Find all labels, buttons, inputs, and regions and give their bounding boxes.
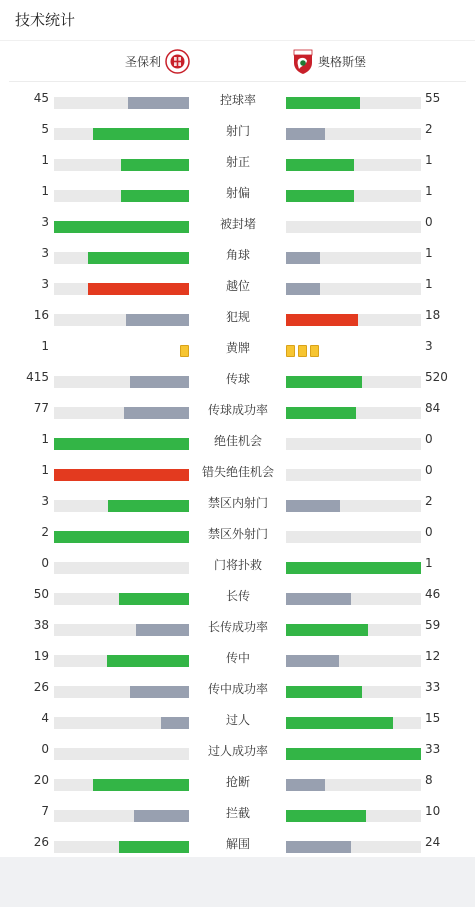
home-value: 1 [41, 432, 49, 446]
away-bar-fill [286, 593, 351, 605]
away-value: 18 [425, 308, 441, 322]
yellow-card-icon [298, 345, 307, 357]
home-bar-fill [121, 159, 189, 171]
away-bar-track [286, 252, 421, 264]
teams-header [9, 41, 466, 82]
home-bar-fill [126, 314, 189, 326]
stat-row [0, 237, 475, 268]
stat-row [0, 299, 475, 330]
home-bar-fill [136, 624, 189, 636]
away-bar-fill [286, 283, 320, 295]
home-team-name: 圣保利 [124, 55, 161, 69]
stat-row [0, 485, 475, 516]
stat-row [0, 113, 475, 144]
home-bar-fill [121, 190, 189, 202]
home-value: 3 [41, 215, 49, 229]
away-bar-track [286, 562, 421, 574]
stat-row [0, 206, 475, 237]
stat-label: 传球 [225, 372, 250, 386]
away-bar-fill [286, 810, 366, 822]
stat-label: 过人成功率 [207, 744, 268, 758]
away-team-name: 奥格斯堡 [318, 55, 367, 69]
home-value: 3 [41, 246, 49, 260]
away-bar-fill [286, 314, 358, 326]
home-value: 45 [33, 91, 49, 105]
away-bar-fill [286, 748, 421, 760]
stat-label: 门将扑救 [213, 558, 262, 572]
home-bar-track [54, 748, 189, 760]
stat-row [0, 516, 475, 547]
away-value: 24 [425, 835, 441, 849]
away-bar-track [286, 779, 421, 791]
home-bar-track [54, 624, 189, 636]
stat-row [0, 578, 475, 609]
home-value: 38 [33, 618, 49, 632]
stat-row [0, 609, 475, 640]
home-value: 5 [41, 122, 49, 136]
home-bar-fill [130, 686, 189, 698]
home-bar-track [54, 531, 189, 543]
stat-label: 传球成功率 [207, 403, 268, 417]
away-value: 84 [425, 401, 441, 415]
away-bar-fill [286, 686, 362, 698]
home-team-logo-icon [165, 49, 190, 74]
home-value: 20 [33, 773, 49, 787]
away-bar-track [286, 407, 421, 419]
home-value: 1 [41, 339, 49, 353]
stat-row [0, 795, 475, 826]
away-value: 1 [425, 153, 433, 167]
away-value: 0 [425, 463, 433, 477]
home-bar-track [54, 810, 189, 822]
away-bar-track [286, 469, 421, 481]
away-bar-track [286, 283, 421, 295]
away-bar-fill [286, 97, 360, 109]
away-bar-fill [286, 376, 362, 388]
home-bar-fill [54, 469, 189, 481]
away-team-logo-icon [292, 48, 314, 75]
away-bar-fill [286, 562, 421, 574]
home-bar-track [54, 841, 189, 853]
stat-row [0, 392, 475, 423]
away-bar-fill [286, 624, 368, 636]
away-bar-track [286, 655, 421, 667]
home-bar-fill [88, 252, 189, 264]
away-bar-fill [286, 500, 340, 512]
away-bar-track [286, 438, 421, 450]
home-bar-fill [88, 283, 189, 295]
stat-label: 黄牌 [225, 341, 250, 355]
home-value: 16 [33, 308, 49, 322]
away-bar-track [286, 810, 421, 822]
stat-row [0, 423, 475, 454]
home-bar-fill [93, 128, 189, 140]
home-bar-fill [130, 376, 189, 388]
away-bar-track [286, 841, 421, 853]
stat-label: 禁区外射门 [207, 527, 268, 541]
away-value: 1 [425, 184, 433, 198]
away-bar-track [286, 376, 421, 388]
away-value: 46 [425, 587, 441, 601]
stat-label: 射正 [225, 155, 250, 169]
home-bar-track [54, 469, 189, 481]
home-value: 3 [41, 494, 49, 508]
stat-label: 被封堵 [219, 217, 256, 231]
away-bar-track [286, 593, 421, 605]
stat-row [0, 826, 475, 857]
home-value: 2 [41, 525, 49, 539]
home-bar-fill [119, 593, 189, 605]
home-value: 50 [33, 587, 49, 601]
stat-label: 拦截 [225, 806, 250, 820]
stat-row [0, 454, 475, 485]
away-value: 0 [425, 432, 433, 446]
home-value: 19 [33, 649, 49, 663]
home-bar-track [54, 128, 189, 140]
stat-row [0, 640, 475, 671]
home-value: 415 [26, 370, 49, 384]
away-value: 8 [425, 773, 433, 787]
stat-label: 解围 [225, 837, 250, 851]
stat-label: 错失绝佳机会 [201, 465, 274, 479]
stat-row [0, 671, 475, 702]
away-value: 15 [425, 711, 441, 725]
yellow-card-icon [180, 345, 189, 357]
away-bar-fill [286, 841, 351, 853]
home-bar-track [54, 314, 189, 326]
away-value: 2 [425, 122, 433, 136]
away-bar-fill [286, 407, 356, 419]
away-value: 10 [425, 804, 441, 818]
away-bar-fill [286, 128, 325, 140]
home-bar-track [54, 438, 189, 450]
home-bar-track [54, 190, 189, 202]
away-value: 3 [425, 339, 433, 353]
home-bar-fill [161, 717, 189, 729]
stat-label: 控球率 [219, 93, 256, 107]
home-team [125, 49, 190, 74]
home-bar-fill [54, 221, 189, 233]
away-value: 2 [425, 494, 433, 508]
away-value: 12 [425, 649, 441, 663]
home-value: 7 [41, 804, 49, 818]
away-yellow-cards [286, 345, 319, 357]
home-value: 1 [41, 184, 49, 198]
home-bar-track [54, 221, 189, 233]
stat-label: 射门 [225, 124, 250, 138]
stat-row [0, 144, 475, 175]
home-bar-track [54, 562, 189, 574]
home-value: 26 [33, 680, 49, 694]
stat-label: 传中 [225, 651, 250, 665]
away-bar-fill [286, 159, 354, 171]
home-value: 0 [41, 742, 49, 756]
away-bar-track [286, 531, 421, 543]
stat-row [0, 702, 475, 733]
home-bar-track [54, 655, 189, 667]
away-value: 33 [425, 680, 441, 694]
page-title: 技术统计 [0, 0, 475, 41]
home-bar-fill [54, 438, 189, 450]
home-value: 1 [41, 153, 49, 167]
home-bar-fill [54, 531, 189, 543]
away-bar-fill [286, 190, 354, 202]
stat-row [0, 268, 475, 299]
home-bar-track [54, 779, 189, 791]
away-bar-fill [286, 779, 325, 791]
stat-row [0, 361, 475, 392]
home-value: 3 [41, 277, 49, 291]
stat-row [0, 330, 475, 361]
away-team [292, 48, 366, 75]
home-bar-track [54, 283, 189, 295]
home-bar-track [54, 252, 189, 264]
home-bar-fill [134, 810, 189, 822]
away-value: 520 [425, 370, 448, 384]
home-bar-fill [119, 841, 189, 853]
away-bar-track [286, 97, 421, 109]
home-bar-track [54, 593, 189, 605]
home-bar-track [54, 376, 189, 388]
away-bar-track [286, 128, 421, 140]
away-value: 59 [425, 618, 441, 632]
yellow-card-icon [286, 345, 295, 357]
away-value: 33 [425, 742, 441, 756]
stat-label: 长传成功率 [207, 620, 268, 634]
away-bar-track [286, 190, 421, 202]
home-bar-track [54, 159, 189, 171]
home-value: 1 [41, 463, 49, 477]
away-bar-track [286, 500, 421, 512]
home-bar-track [54, 717, 189, 729]
stat-label: 角球 [225, 248, 250, 262]
stat-row [0, 82, 475, 113]
stat-label: 抢断 [225, 775, 250, 789]
home-bar-track [54, 97, 189, 109]
stat-label: 过人 [225, 713, 250, 727]
away-bar-track [286, 221, 421, 233]
stat-label: 禁区内射门 [207, 496, 268, 510]
away-bar-track [286, 159, 421, 171]
away-bar-track [286, 748, 421, 760]
stat-row [0, 175, 475, 206]
home-value: 0 [41, 556, 49, 570]
away-value: 0 [425, 525, 433, 539]
away-value: 1 [425, 246, 433, 260]
home-bar-fill [128, 97, 189, 109]
stat-label: 犯规 [225, 310, 250, 324]
home-bar-track [54, 407, 189, 419]
home-value: 4 [41, 711, 49, 725]
home-value: 77 [33, 401, 49, 415]
home-bar-fill [107, 655, 189, 667]
home-value: 26 [33, 835, 49, 849]
stat-row [0, 764, 475, 795]
home-yellow-cards [180, 345, 189, 357]
home-bar-fill [124, 407, 189, 419]
away-bar-fill [286, 717, 393, 729]
home-bar-track [54, 500, 189, 512]
away-bar-fill [286, 252, 320, 264]
stat-label: 绝佳机会 [213, 434, 262, 448]
away-value: 1 [425, 277, 433, 291]
away-value: 1 [425, 556, 433, 570]
stat-label: 传中成功率 [207, 682, 268, 696]
home-bar-fill [108, 500, 189, 512]
stat-label: 长传 [225, 589, 250, 603]
home-bar-track [54, 686, 189, 698]
away-bar-track [286, 686, 421, 698]
yellow-card-icon [310, 345, 319, 357]
away-bar-track [286, 717, 421, 729]
away-value: 55 [425, 91, 441, 105]
home-bar-fill [93, 779, 189, 791]
away-bar-fill [286, 655, 339, 667]
away-bar-track [286, 624, 421, 636]
away-bar-track [286, 314, 421, 326]
stat-row [0, 733, 475, 764]
stat-label: 越位 [225, 279, 250, 293]
stat-label: 射偏 [225, 186, 250, 200]
stat-row [0, 547, 475, 578]
away-value: 0 [425, 215, 433, 229]
